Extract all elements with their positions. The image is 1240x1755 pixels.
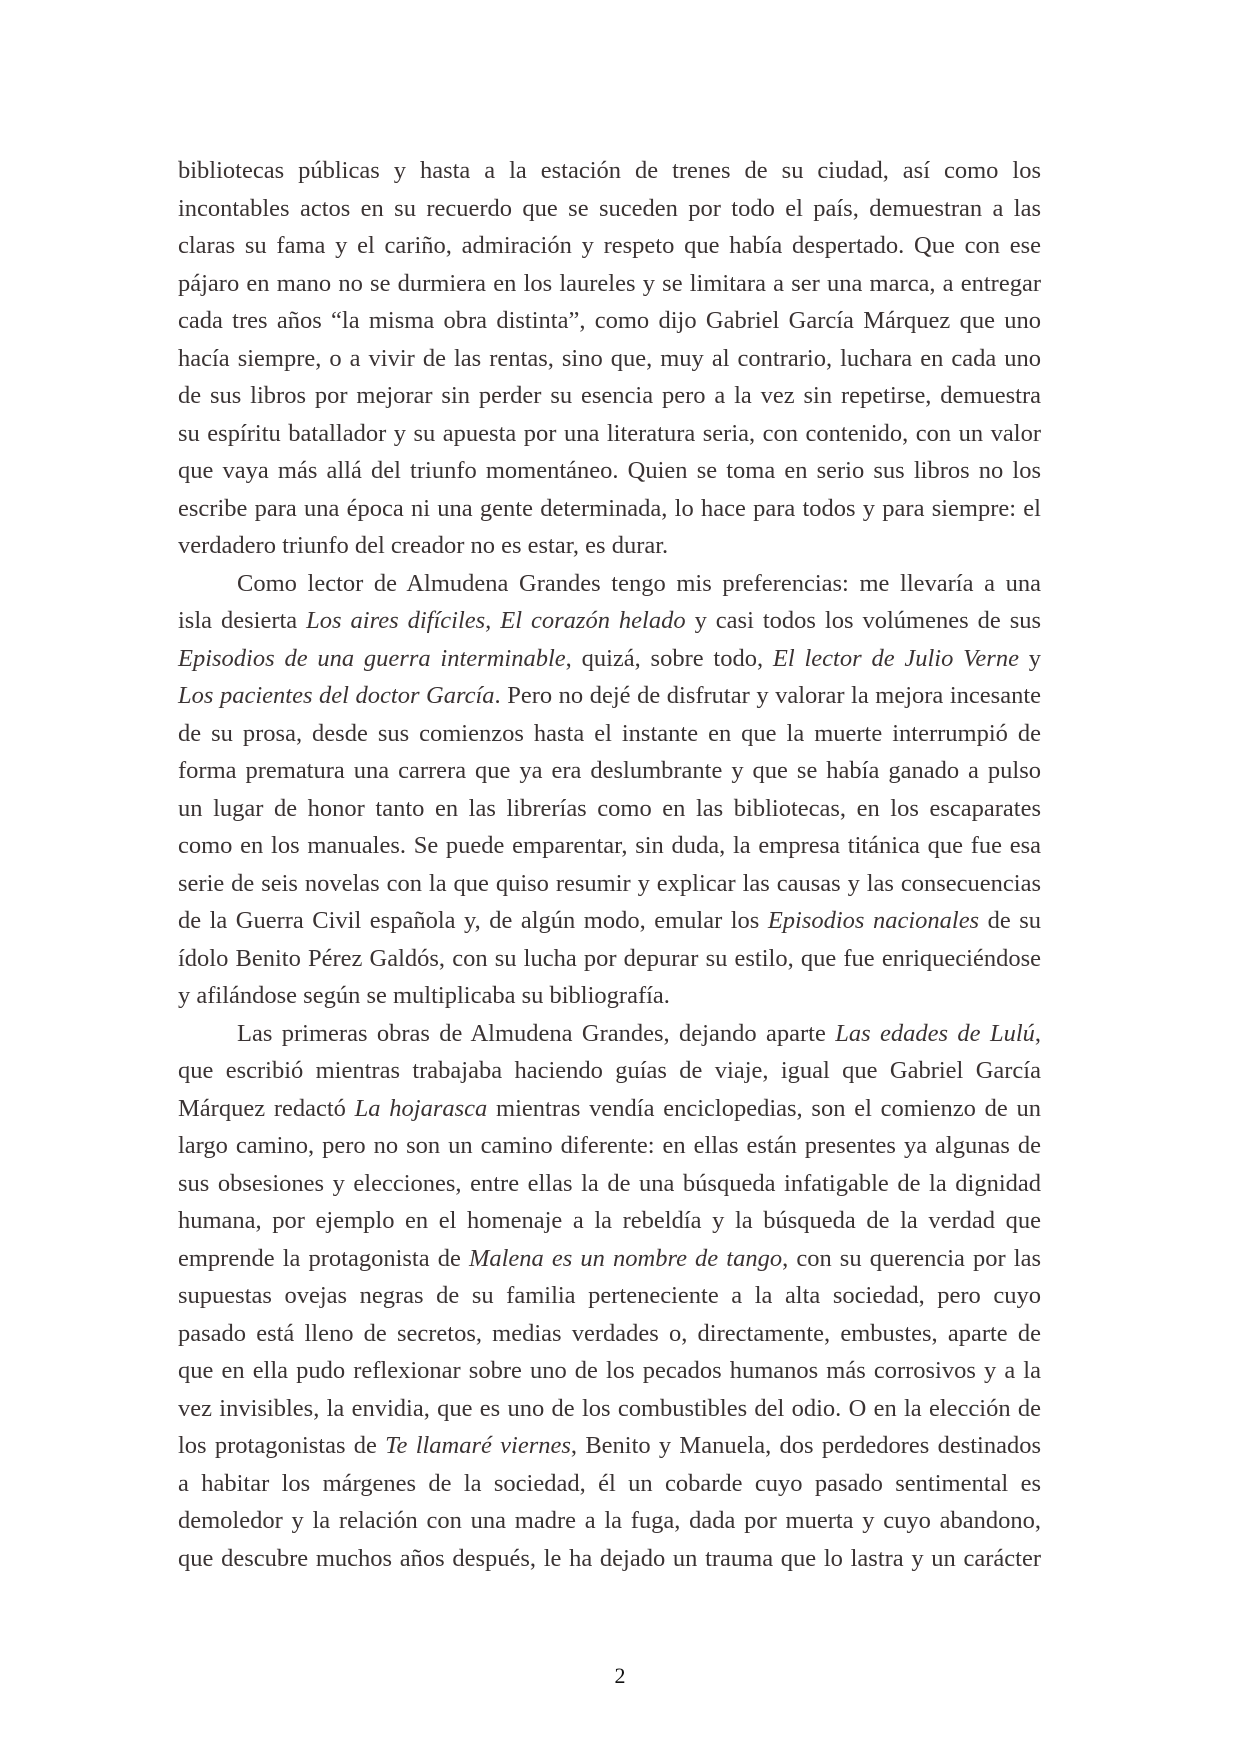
text-segment: serie de seis novelas con la que quiso resumir y explicar las causas y las consecuencias [178, 869, 1041, 897]
text-segment: bibliotecas públicas y hasta a la estación de trenes de su ciudad, así como los [178, 157, 1041, 184]
text-segment: forma prematura una carrera que ya era deslumbrante y que se había ganado a pulso [178, 757, 1041, 784]
text-segment: . Pero no dejé de disfrutar y valorar la mejora incesante [494, 682, 1042, 709]
text-line [178, 1277, 1041, 1315]
text-segment: los protagonistas de [178, 1432, 386, 1459]
text-line [178, 227, 1041, 265]
text-line [178, 1540, 1041, 1578]
text-segment: , Benito y Manuela, dos perdedores destinados [570, 1432, 1041, 1459]
italic-title: Las edades de Lulú [835, 1019, 1035, 1047]
text-segment: pasado está lleno de secretos, medias verdades o, directamente, embustes, aparte de [178, 1319, 1041, 1347]
text-line [178, 1127, 1041, 1165]
text-segment: verdadero triunfo del creador no es estar, es durar. [178, 532, 669, 559]
text-line [178, 602, 1041, 640]
text-segment: un lugar de honor tanto en las librerías como en las bibliotecas, en los escaparates [178, 794, 1041, 822]
text-segment: , con su querencia por las [782, 1244, 1041, 1272]
text-line [178, 1240, 1041, 1278]
text-segment: ídolo Benito Pérez Galdós, con su lucha por depurar su estilo, que fue enriqueciéndose [178, 944, 1041, 972]
italic-title: Malena es un nombre de tango [468, 1244, 783, 1272]
text-line [178, 527, 1041, 565]
text-line [178, 715, 1041, 753]
text-segment: Las primeras obras de Almudena Grandes, dejando aparte [237, 1019, 836, 1047]
text-segment: isla desierta [178, 607, 307, 634]
text-segment: y afilándose según se multiplicaba su bibliografía. [178, 982, 670, 1009]
text-line [178, 565, 1041, 603]
text-segment: su espíritu batallador y su apuesta por una literatura seria, con contenido, con un valor [178, 419, 1041, 447]
text-line [178, 452, 1041, 490]
text-segment: humana, por ejemplo en el homenaje a la rebeldía y la búsqueda de la verdad que [178, 1207, 1041, 1234]
text-segment: claras su fama y el cariño, admiración y respeto que había despertado. Que con ese [178, 232, 1041, 259]
text-line [178, 827, 1041, 865]
text-segment: supuestas ovejas negras de su familia perteneciente a la alta sociedad, pero cuyo [178, 1282, 1041, 1309]
text-line [178, 1352, 1041, 1390]
text-segment: hacía siempre, o a vivir de las rentas, sino que, muy al contrario, luchara en cada uno [178, 344, 1041, 372]
text-segment: demoledor y la relación con una madre a la fuga, dada por muerta y cuyo abandono, [178, 1507, 1041, 1534]
text-line [178, 1090, 1041, 1128]
text-line [178, 1315, 1041, 1353]
text-line [178, 1427, 1041, 1465]
text-segment: Márquez redactó [178, 1094, 355, 1122]
text-segment: escribe para una época ni una gente determinada, lo hace para todos y para siempre: el [178, 494, 1041, 522]
text-segment: largo camino, pero no son un camino diferente: en ellas están presentes ya algunas de [178, 1132, 1041, 1159]
text-line [178, 677, 1041, 715]
text-segment: que en ella pudo reflexionar sobre uno de los pecados humanos más corrosivos y a la [178, 1357, 1041, 1384]
text-line [178, 640, 1041, 678]
text-line [178, 977, 1041, 1015]
text-line [178, 902, 1041, 940]
text-line [178, 302, 1041, 340]
text-line [178, 490, 1041, 528]
text-segment: emprende la protagonista de [178, 1244, 469, 1272]
italic-title: Te llamaré viernes [385, 1432, 571, 1459]
text-segment: de la Guerra Civil española y, de algún modo, emular los [178, 907, 768, 934]
text-line [178, 865, 1041, 903]
text-segment: , [1034, 1019, 1041, 1047]
text-segment: que escribió mientras trabajaba haciendo guías de viaje, igual que Gabriel García [178, 1057, 1041, 1084]
text-segment: de su prosa, desde sus comienzos hasta el instante en que la muerte interrumpió de [178, 719, 1041, 747]
italic-title: Los pacientes del doctor García [178, 682, 495, 709]
text-segment: y [1018, 644, 1042, 672]
text-line [178, 265, 1041, 303]
text-segment: y casi todos los volúmenes de sus [685, 607, 1042, 634]
italic-title: Episodios nacionales [767, 907, 980, 934]
text-line [178, 415, 1041, 453]
text-segment: incontables actos en su recuerdo que se suceden por todo el país, demuestran a las [178, 194, 1041, 222]
text-line [178, 1052, 1041, 1090]
text-segment: que descubre muchos años después, le ha dejado un trauma que lo lastra y un carácter [178, 1544, 1041, 1572]
text-segment: mientras vendía enciclopedias, son el comienzo de un [487, 1094, 1041, 1122]
text-line [178, 1165, 1041, 1203]
text-segment: pájaro en mano no se durmiera en los laureles y se limitara a ser una marca, a entregar [178, 269, 1041, 297]
body-text [178, 152, 1041, 1577]
italic-title: El lector de Julio Verne [772, 644, 1019, 672]
text-line [178, 790, 1041, 828]
text-line [178, 1465, 1041, 1503]
text-segment: , quizá, sobre todo, [565, 644, 773, 672]
italic-title: Los aires difíciles, El corazón helado [306, 607, 686, 634]
text-segment: a habitar los márgenes de la sociedad, él un cobarde cuyo pasado sentimental es [178, 1469, 1041, 1497]
text-line [178, 940, 1041, 978]
text-line [178, 752, 1041, 790]
page-number: 2 [614, 1663, 626, 1688]
text-line [178, 152, 1041, 190]
text-segment: de su [979, 907, 1041, 934]
text-line [178, 1390, 1041, 1428]
text-segment: sus obsesiones y elecciones, entre ellas la de una búsqueda infatigable de la dignidad [178, 1169, 1041, 1197]
text-segment: Como lector de Almudena Grandes tengo mis preferencias: me llevaría a una [237, 569, 1041, 597]
text-line [178, 377, 1041, 415]
text-line [178, 1202, 1041, 1240]
text-line [178, 1502, 1041, 1540]
text-segment: que vaya más allá del triunfo momentáneo. Quien se toma en serio sus libros no los [178, 457, 1041, 484]
text-line [178, 190, 1041, 228]
text-segment: cada tres años “la misma obra distinta”, como dijo Gabriel García Márquez que uno [178, 307, 1041, 334]
italic-title: La hojarasca [354, 1094, 488, 1122]
text-line [178, 340, 1041, 378]
italic-title: Episodios de una guerra interminable [178, 644, 566, 672]
text-segment: vez invisibles, la envidia, que es uno de los combustibles del odio. O en la elección de [178, 1394, 1041, 1422]
text-line [178, 1015, 1041, 1053]
text-segment: de sus libros por mejorar sin perder su esencia pero a la vez sin repetirse, demuestra [178, 382, 1041, 409]
text-segment: como en los manuales. Se puede emparentar, sin duda, la empresa titánica que fue esa [178, 832, 1041, 859]
